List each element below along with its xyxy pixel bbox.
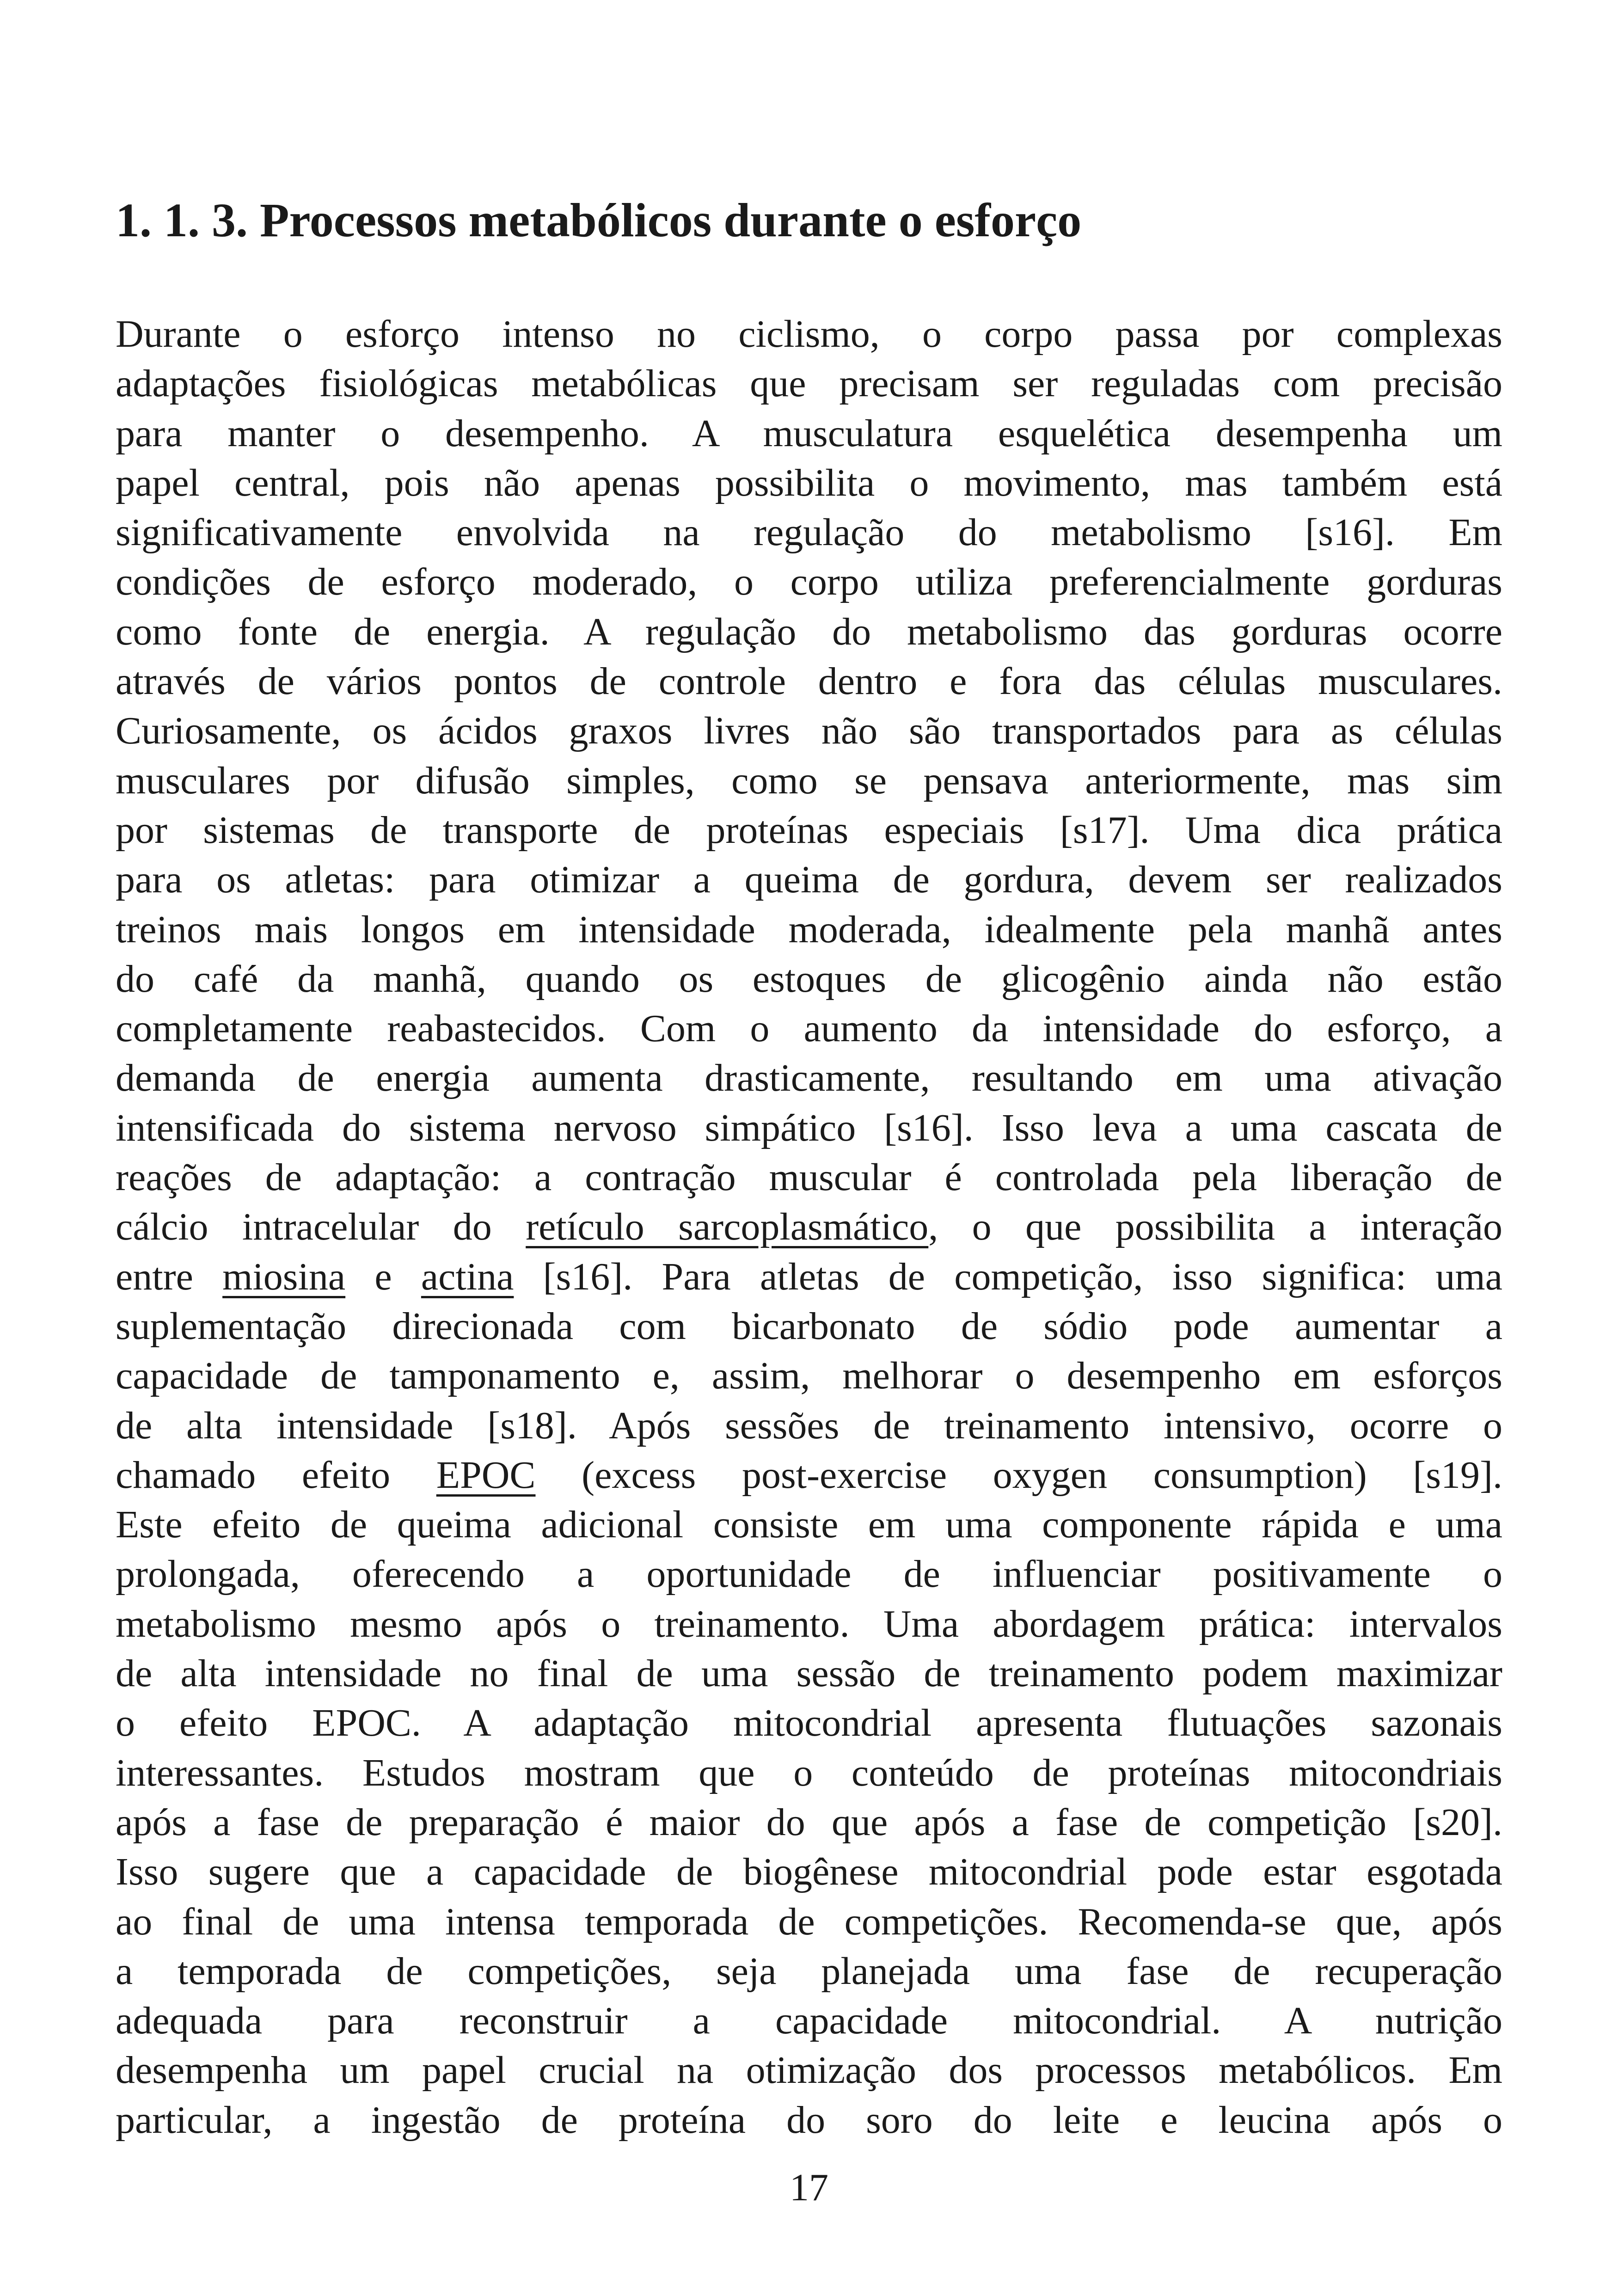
link-reticulo-sarcoplasmatico[interactable]: retículo sarcoplasmático [526,1205,929,1249]
text-line: papel central, pois não apenas possibilita o movimento, mas também está [116,461,1502,504]
text-line: a temporada de competições, seja planejada uma fase de recuperação [116,1949,1502,1993]
text-line-with-link [116,1450,1502,1500]
text-line: completamente reabastecidos. Com o aumento da intensidade do esforço, a [116,1007,1502,1050]
text-line: intensificada do sistema nervoso simpático [s16]. Isso leva a uma cascata de [116,1106,1502,1149]
text-segment: (excess post-exercise oxygen consumption) [s19]. [535,1453,1502,1497]
text-line: Durante o esforço intenso no ciclismo, o corpo passa por complexas [116,313,1502,356]
text-line: para os atletas: para otimizar a queima de gordura, devem ser realizados [116,858,1502,902]
link-actina[interactable]: actina [421,1255,514,1298]
body-paragraph [116,309,1502,2145]
text-line: do café da manhã, quando os estoques de glicogênio ainda não estão [116,957,1502,1001]
text-line: ao final de uma intensa temporada de competições. Recomenda-se que, após [116,1900,1502,1943]
link-epoc[interactable]: EPOC [436,1453,536,1497]
text-segment: cálcio intracelular do [116,1205,526,1249]
text-line: adaptações fisiológicas metabólicas que precisam ser reguladas com precisão [116,362,1502,405]
text-line-with-link [116,1202,1502,1252]
text-line: significativamente envolvida na regulação do metabolismo [s16]. Em [116,511,1502,554]
text-line: para manter o desempenho. A musculatura esquelética desempenha um [116,411,1502,455]
text-line: Curiosamente, os ácidos graxos livres não são transportados para as células [116,709,1502,753]
text-line: como fonte de energia. A regulação do metabolismo das gorduras ocorre [116,610,1502,653]
text-line: interessantes. Estudos mostram que o conteúdo de proteínas mitocondriais [116,1751,1502,1794]
text-line: suplementação direcionada com bicarbonato de sódio pode aumentar a [116,1304,1502,1348]
text-line: através de vários pontos de controle dentro e fora das células musculares. [116,660,1502,703]
text-segment: e [345,1255,421,1298]
text-line: de alta intensidade no final de uma sessão de treinamento podem maximizar [116,1652,1502,1695]
text-line: demanda de energia aumenta drasticamente, resultando em uma ativação [116,1056,1502,1100]
page-number: 17 [790,2166,828,2209]
text-line: de alta intensidade [s18]. Após sessões de treinamento intensivo, ocorre o [116,1404,1502,1447]
text-line: Isso sugere que a capacidade de biogênese mitocondrial pode estar esgotada [116,1850,1502,1894]
text-segment: chamado efeito [116,1453,436,1497]
text-line: adequada para reconstruir a capacidade mitocondrial. A nutrição [116,1999,1502,2043]
text-segment: , o que possibilita a interação [928,1205,1502,1249]
link-miosina[interactable]: miosina [222,1255,346,1298]
text-line: treinos mais longos em intensidade moderada, idealmente pela manhã antes [116,908,1502,951]
text-line: musculares por difusão simples, como se pensava anteriormente, mas sim [116,759,1502,802]
text-line: condições de esforço moderado, o corpo utiliza preferencialmente gorduras [116,560,1502,604]
text-line: prolongada, oferecendo a oportunidade de influenciar positivamente o [116,1553,1502,1596]
text-line: por sistemas de transporte de proteínas especiais [s17]. Uma dica prática [116,808,1502,852]
text-line-with-links [116,1252,1502,1301]
text-line: Este efeito de queima adicional consiste em uma componente rápida e uma [116,1503,1502,1547]
section-heading: 1. 1. 3. Processos metabólicos durante o esforço [116,194,1082,247]
text-line: desempenha um papel crucial na otimização dos processos metabólicos. Em [116,2049,1502,2092]
text-line: reações de adaptação: a contração muscular é controlada pela liberação de [116,1156,1502,1199]
text-line: metabolismo mesmo após o treinamento. Uma abordagem prática: intervalos [116,1602,1502,1645]
text-line: particular, a ingestão de proteína do soro do leite e leucina após o [116,2098,1502,2142]
text-segment: entre [116,1255,223,1298]
text-segment: [s16]. Para atletas de competição, isso significa: uma [514,1255,1502,1298]
text-line: após a fase de preparação é maior do que após a fase de competição [s20]. [116,1800,1502,1844]
text-line: capacidade de tamponamento e, assim, melhorar o desempenho em esforços [116,1354,1502,1398]
text-line: o efeito EPOC. A adaptação mitocondrial apresenta flutuações sazonais [116,1701,1502,1745]
